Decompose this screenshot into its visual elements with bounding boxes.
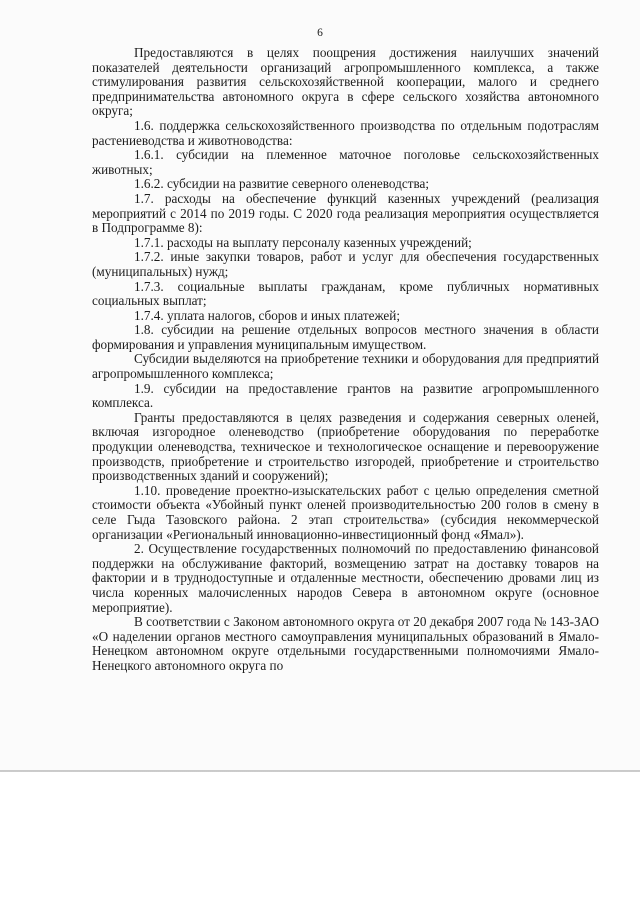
paragraph: 1.7. расходы на обеспечение функций казенных учреждений (реализация мероприятий с 2014 по 2019 годы. С 2020 года реализация мероприятия осуществляется в Подпрограмме 8): <box>92 190 599 236</box>
blank-area <box>0 772 640 905</box>
paragraph: 1.8. субсидии на решение отдельных вопросов местного значения в области формирования и управления муниципальным имуществом. <box>92 322 599 352</box>
paragraph: 1.9. субсидии на предоставление грантов на развитие агропромышленного комплекса. <box>92 380 599 411</box>
paragraph: 1.7.3. социальные выплаты гражданам, кроме публичных нормативных социальных выплат; <box>92 278 599 309</box>
paragraph: Гранты предоставляются в целях разведения и содержания северных оленей, включая изгородное оленеводство (приобретение оборудования по переработке продукции оленеводства, техническое и технологическое оснащение и перевооружение производств, приобретение и строительство изгородей, приобретение и строительство производственных зданий и сооружений); <box>92 409 599 484</box>
paragraph: Предоставляются в целях поощрения достижения наилучших значений показателей деятельности организаций агропромышленного комплекса, а также стимулирования развития сельскохозяйственной кооперации, малого и среднего предпринимательства автономного округа в сфере сельского хозяйства автономного округа; <box>92 45 599 119</box>
paragraph: 1.7.4. уплата налогов, сборов и иных платежей; <box>134 307 401 323</box>
paragraph: 1.7.1. расходы на выплату персоналу казенных учреждений; <box>134 234 472 250</box>
paragraph: 1.6.1. субсидии на племенное маточное поголовье сельскохозяйственных животных; <box>92 147 599 177</box>
paragraph: 2. Осуществление государственных полномочий по предоставлению финансовой поддержки на обслуживание факторий, возмещению затрат на доставку товаров на фактории и в труднодоступные и отдаленные местности, обеспечению дровами лиц из числа коренных малочисленных народов Севера в автономном округе (основное мероприятие). <box>92 541 599 615</box>
paragraph: Субсидии выделяются на приобретение техники и оборудования для предприятий агропромышленного комплекса; <box>92 351 599 382</box>
paragraph: 1.7.2. иные закупки товаров, работ и услуг для обеспечения государственных (муниципальных) нужд; <box>92 249 599 279</box>
paragraph: 1.10. проведение проектно-изыскательских работ с целью определения сметной стоимости объекта «Убойный пункт оленей производительностью 200 голов в смену в селе Гыда Тазовского района. 2 этап строительства» (субсидия некоммерческой организации «Региональный инновационно-инвестиционный фонд «Ямал»). <box>92 482 599 542</box>
paragraph: 1.6.2. субсидии на развитие северного оленеводства; <box>134 176 430 192</box>
paragraph: 1.6. поддержка сельскохозяйственного производства по отдельным подотраслям растениеводства и животноводства: <box>92 117 599 148</box>
paragraph: В соответствии с Законом автономного округа от 20 декабря 2007 года № 143-ЗАО «О наделении органов местного самоуправления муниципальных образований в Ямало-Ненецком автономном округе отдельными государственными полномочиями Ямало-Ненецкого автономного округа по <box>92 614 599 673</box>
page-number: 6 <box>317 27 323 39</box>
document-body <box>92 46 599 674</box>
